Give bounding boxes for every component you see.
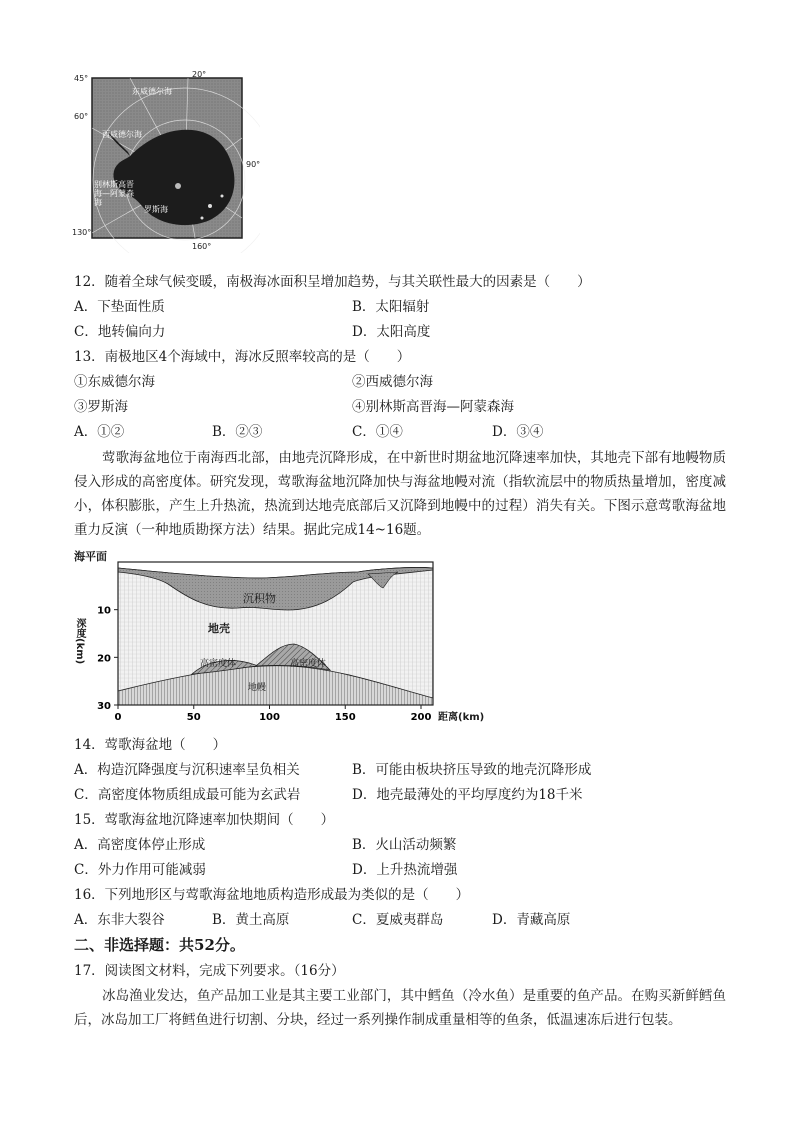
sea-label-east-weddell: 东威德尔海 — [132, 87, 172, 96]
lat-label-130: 130° — [72, 228, 92, 237]
sea-label-west-weddell: 西威德尔海 — [102, 130, 142, 139]
q14-option-a: A．构造沉降强度与沉积速率呈负相关 — [74, 762, 300, 778]
q16-stem: 16．下列地形区与莺歌海盆地地质构造形成最为类似的是（ ） — [74, 887, 470, 903]
x-ticks — [115, 705, 432, 723]
q15-option-d: D．上升热流增强 — [352, 862, 458, 878]
q13-stem: 13．南极地区4个海域中，海冰反照率较高的是（ ） — [74, 349, 411, 365]
q14-option-b: B．可能由板块挤压导致的地壳沉降形成 — [352, 762, 592, 778]
x-tick-label: 50 — [186, 712, 201, 723]
q14-option-c: C．高密度体物质组成最可能为玄武岩 — [74, 787, 301, 803]
x-tick-label: 150 — [334, 712, 356, 723]
q12-option-a: A．下垫面性质 — [74, 299, 165, 315]
q13-item-1: ①东威德尔海 — [74, 374, 155, 390]
q15-stem: 15．莺歌海盆地沉降速率加快期间（ ） — [74, 812, 335, 828]
lon-label-160: 160° — [192, 242, 212, 251]
x-tick-label: 100 — [259, 712, 280, 723]
x-tick-label: 200 — [410, 712, 432, 723]
section-2-heading: 二、非选择题：共52分。 — [74, 936, 245, 954]
y-tick-label: 10 — [97, 605, 111, 617]
q13-item-4: ④别林斯高晋海—阿蒙森海 — [352, 399, 514, 415]
lon-label-20: 20° — [192, 70, 207, 79]
lat-label-45: 45° — [74, 74, 89, 83]
q16-option-a: A．东非大裂谷 — [74, 912, 165, 928]
q17-stem: 17．阅读图文材料，完成下列要求。（16分） — [74, 963, 345, 979]
q12-option-b: B．太阳辐射 — [352, 299, 430, 315]
x-axis-label: 距离(km) — [438, 712, 485, 723]
antarctic-map-figure — [70, 68, 260, 253]
x-tick-label: 0 — [114, 712, 122, 723]
q13-item-2: ②西威德尔海 — [352, 374, 433, 390]
sea-label-bellingshausen-amundsen: 别林斯高晋海—阿蒙森海 — [94, 180, 134, 207]
q13-item-3: ③罗斯海 — [74, 399, 128, 415]
y-tick-label: 30 — [97, 701, 111, 712]
lon-label-90: 90° — [246, 160, 261, 169]
y-ticks — [97, 606, 118, 712]
q15-option-a: A．高密度体停止形成 — [74, 837, 206, 853]
q13-option-c: C．①④ — [352, 424, 403, 440]
y-axis-label: 深度(km) — [74, 618, 85, 665]
q16-option-b: B．黄土高原 — [212, 912, 290, 928]
q12-stem: 12．随着全球气候变暖，南极海冰面积呈增加趋势，与其关联性最大的因素是（ ） — [74, 274, 591, 290]
lat-label-60: 60° — [74, 112, 89, 121]
q15-option-c: C．外力作用可能减弱 — [74, 862, 206, 878]
passage-yinggehai: 莺歌海盆地位于南海西北部，由地壳沉降形成，在中新世时期盆地沉降速率加快，其地壳下部有地幔物质侵入形成的高密度体。研究发现，莺歌海盆地沉降加快与海盆地幔对流（指软流层中的物质热量增加，密度减小，体积膨胀，产生上升热流，热流到达地壳底部后又沉降到地幔中的过程）消失有关。下图示意莺歌海盆地重力反演（一种地质勘探方法）结果。据此完成14~16题。 — [74, 450, 726, 538]
y-tick-label: 20 — [97, 653, 111, 665]
label-crust: 地壳 — [208, 622, 230, 635]
q12-option-c: C．地转偏向力 — [74, 324, 166, 340]
gravity-profile-figure — [68, 548, 508, 730]
label-mantle: 地幔 — [248, 683, 267, 693]
q14-option-d: D．地壳最薄处的平均厚度约为18千米 — [352, 787, 583, 803]
q15-option-b: B．火山活动频繁 — [352, 837, 457, 853]
q13-option-d: D．③④ — [492, 424, 544, 440]
label-dense-body-2: 高密度体 — [290, 659, 327, 669]
sea-label-ross: 罗斯海 — [144, 205, 168, 214]
q14-stem: 14．莺歌海盆地（ ） — [74, 737, 227, 753]
q16-option-c: C．夏威夷群岛 — [352, 912, 444, 928]
label-sediment: 沉积物 — [243, 592, 276, 605]
q17-passage: 冰岛渔业发达，鱼产品加工业是其主要工业部门，其中鳕鱼（冷水鱼）是重要的鱼产品。在购买新鲜鳕鱼后，冰岛加工厂将鳕鱼进行切割、分块，经过一系列操作制成重量相等的鱼条，低温速冻后进行包装。 — [74, 988, 726, 1028]
q13-option-b: B．②③ — [212, 424, 263, 440]
q13-option-a: A．①② — [74, 424, 125, 440]
label-dense-body-1: 高密度体 — [200, 659, 237, 669]
south-pole-mark — [175, 183, 181, 189]
sea-level-label: 海平面 — [74, 550, 107, 563]
q16-option-d: D．青藏高原 — [492, 912, 571, 928]
q12-option-d: D．太阳高度 — [352, 324, 431, 340]
gravity-profile-chart — [68, 548, 508, 730]
